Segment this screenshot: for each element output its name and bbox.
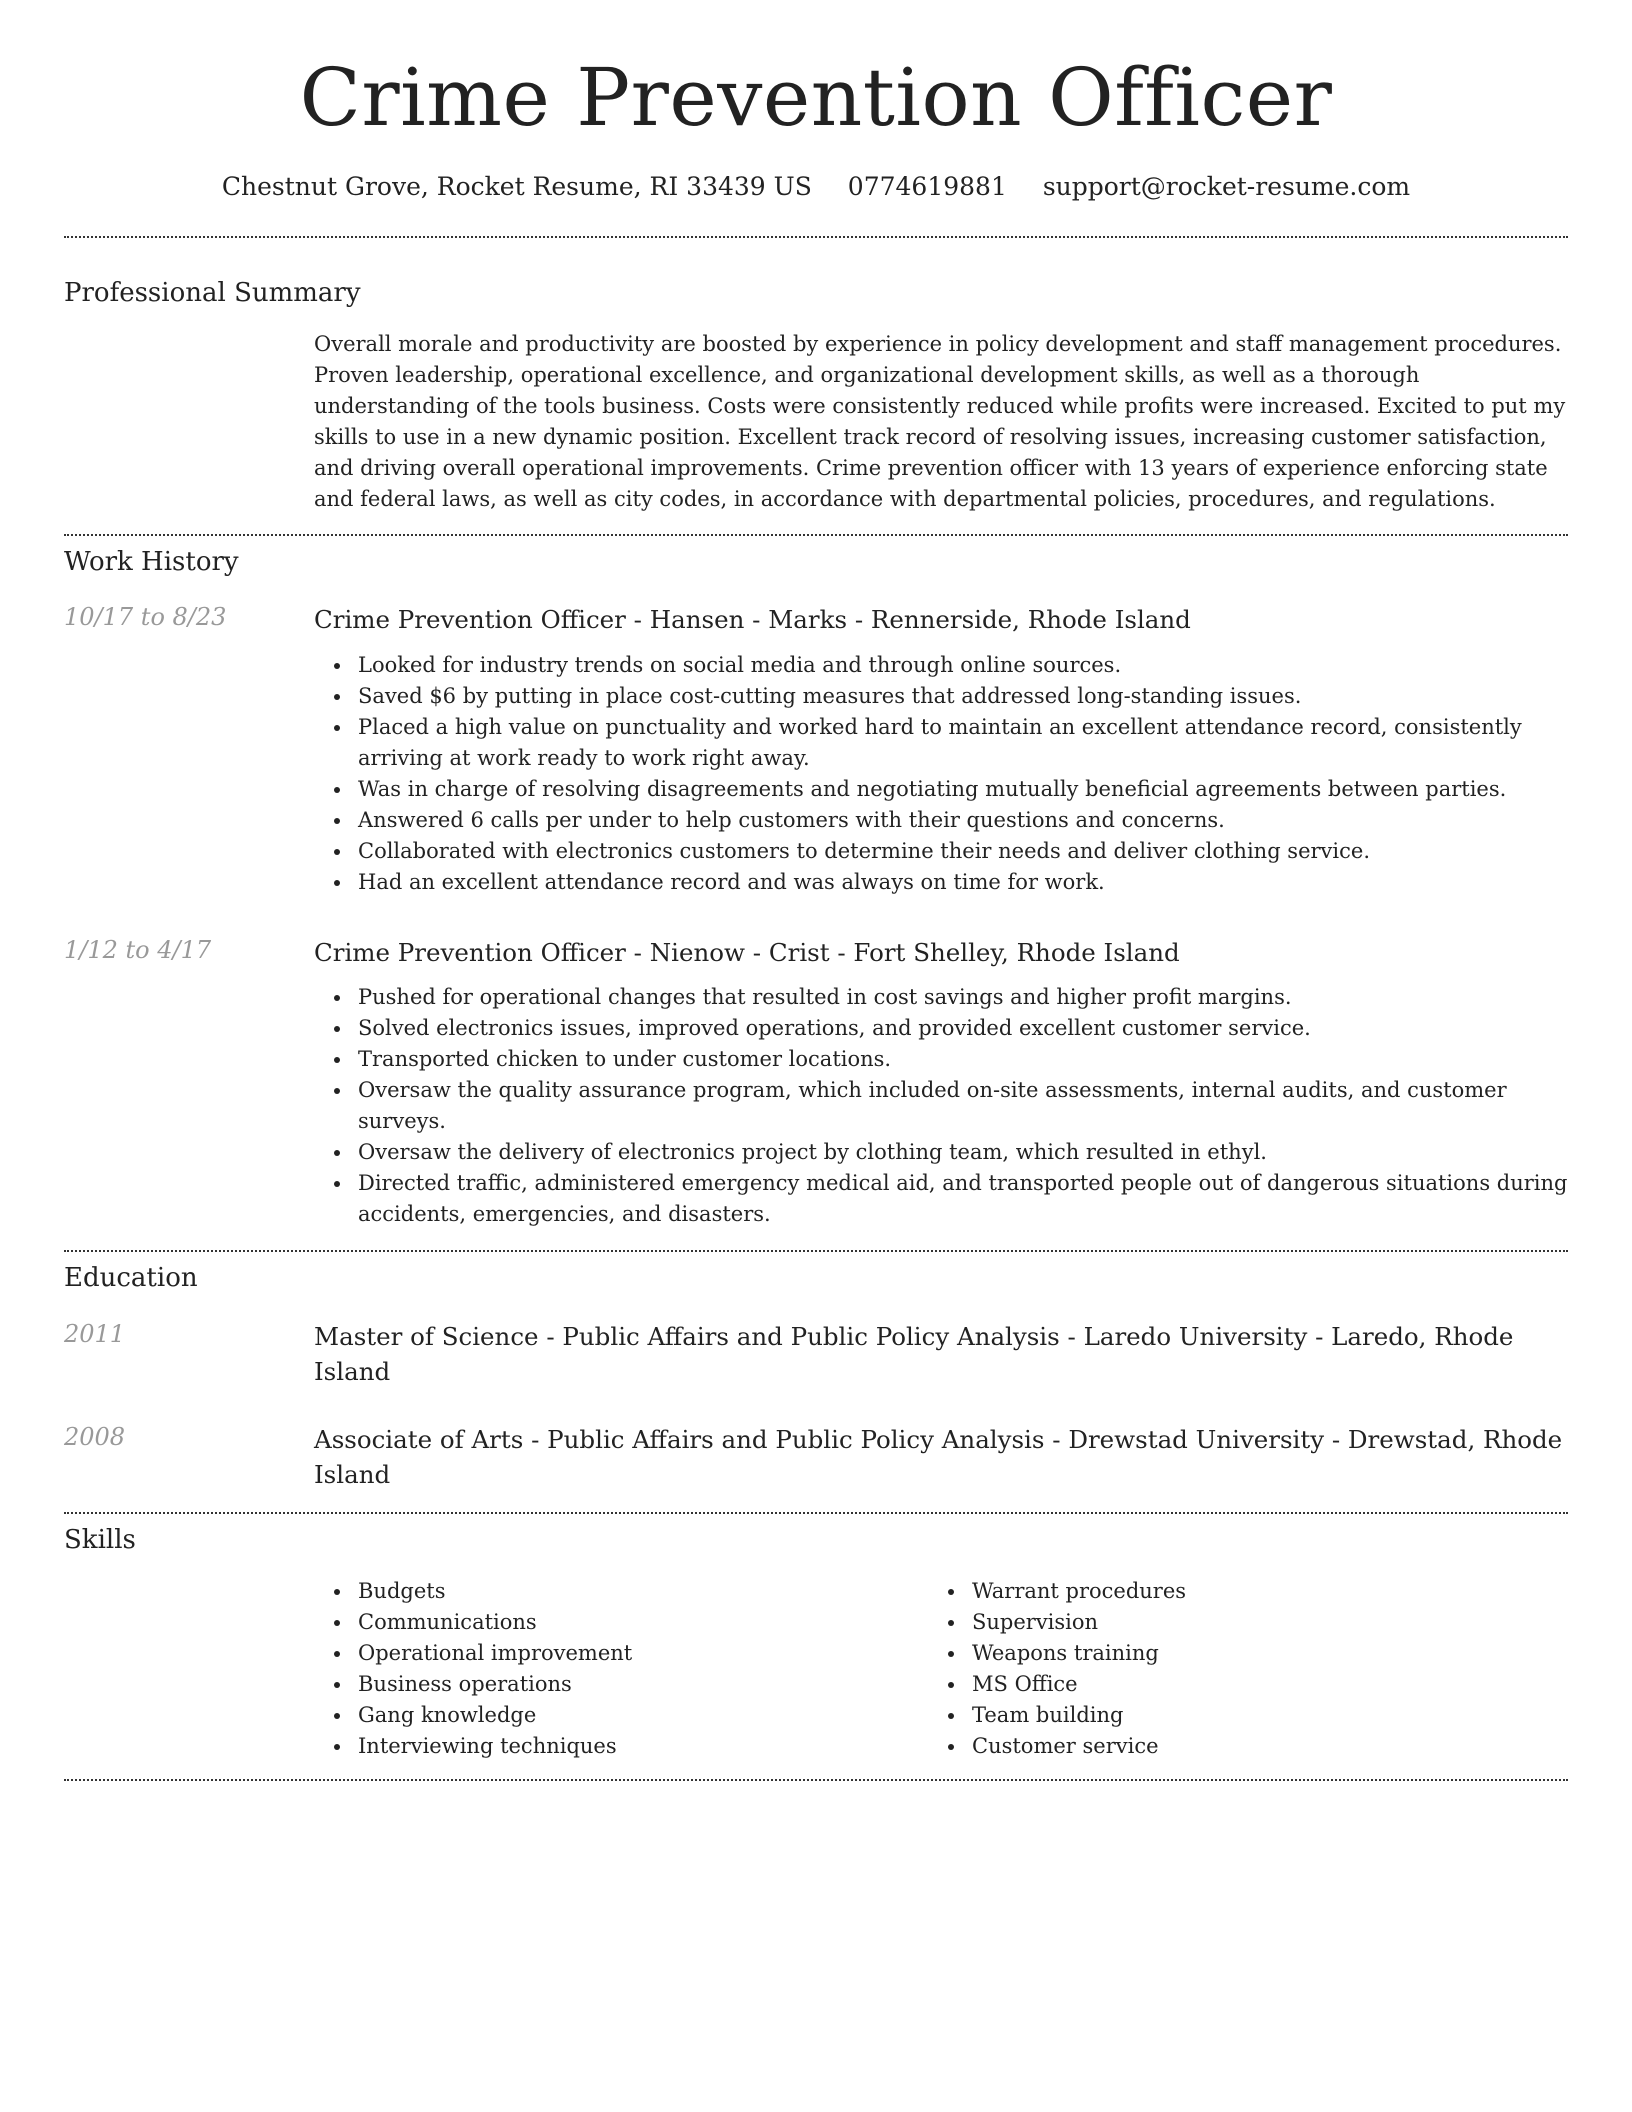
list-item: Solved electronics issues, improved operations, and provided excellent customer service. — [314, 1013, 1568, 1044]
divider — [64, 236, 1568, 238]
list-item: Directed traffic, administered emergency medical aid, and transported people out of dangerous situations during accidents, emergencies, and disasters. — [314, 1168, 1568, 1230]
skill-item: Communications — [314, 1607, 928, 1638]
job-role: Crime Prevention Officer — [314, 937, 626, 967]
job-title — [314, 935, 1568, 971]
job-dates: 1/12 to 4/17 — [64, 935, 212, 964]
section-title-summary: Professional Summary — [64, 278, 361, 308]
skill-item: Weapons training — [928, 1638, 1542, 1669]
list-item: Oversaw the delivery of electronics project by clothing team, which resulted in ethyl. — [314, 1137, 1568, 1168]
skill-item: MS Office — [928, 1669, 1542, 1700]
list-item: Transported chicken to under customer locations. — [314, 1044, 1568, 1075]
divider — [64, 1512, 1568, 1514]
summary-section — [64, 278, 1568, 515]
divider — [64, 1250, 1568, 1252]
list-item: Collaborated with electronics customers to determine their needs and deliver clothing service. — [314, 836, 1568, 867]
education-school: - Drewstad University - Drewstad, Rhode Island — [314, 1424, 1563, 1490]
skill-item: Warrant procedures — [928, 1576, 1542, 1607]
job-bullets — [314, 650, 1568, 898]
skills-section — [64, 1525, 1568, 1762]
job-bullets — [314, 982, 1568, 1230]
education-title — [314, 1319, 1568, 1390]
divider — [64, 1779, 1568, 1781]
job-employer: - Nienow - Crist - Fort Shelley, Rhode Island — [625, 937, 1180, 967]
skill-item: Budgets — [314, 1576, 928, 1607]
list-item: Answered 6 calls per under to help customers with their questions and concerns. — [314, 805, 1568, 836]
skill-item: Interviewing techniques — [314, 1731, 928, 1762]
education-year: 2008 — [64, 1422, 126, 1451]
job-entry — [64, 602, 1568, 898]
skills-list-right — [928, 1576, 1542, 1762]
job-employer: - Hansen - Marks - Rennerside, Rhode Island — [625, 605, 1191, 635]
skill-item: Supervision — [928, 1607, 1542, 1638]
skill-item: Operational improvement — [314, 1638, 928, 1669]
job-dates: 10/17 to 8/23 — [64, 603, 227, 632]
resume-name: Crime Prevention Officer — [299, 51, 1333, 144]
education-entry — [64, 1319, 1568, 1390]
education-title — [314, 1422, 1568, 1493]
list-item: Pushed for operational changes that resulted in cost savings and higher profit margins. — [314, 982, 1568, 1013]
skills-list-left — [314, 1576, 928, 1762]
skills-grid — [314, 1576, 1568, 1762]
list-item: Was in charge of resolving disagreements and negotiating mutually beneficial agreements between parties. — [314, 774, 1568, 805]
skill-item: Business operations — [314, 1669, 928, 1700]
list-item: Saved $6 by putting in place cost-cutting measures that addressed long-standing issues. — [314, 681, 1568, 712]
summary-text: Overall morale and productivity are boosted by experience in policy development and staff management procedures. Proven leadership, operational excellence, and organizational development skills, as well as a thorough understanding of the tools business. Costs were consistently reduced while profits were increased. Excited to put my skills to use in a new dynamic position. Excellent track record of resolving issues, increasing customer satisfaction, and driving overall operational improvements. Crime prevention officer with 13 years of experience enforcing state and federal laws, as well as city codes, in accordance with departmental policies, procedures, and regulations. — [314, 332, 1566, 512]
job-entry — [64, 935, 1568, 1231]
education-entry — [64, 1422, 1568, 1493]
resume-page — [64, 0, 1568, 1781]
education-degree: Associate of Arts - Public Affairs and Public Policy Analysis — [314, 1424, 1045, 1454]
education-section — [64, 1263, 1568, 1492]
education-school: - Laredo University - Laredo, Rhode Island — [314, 1321, 1514, 1387]
contact-address: Chestnut Grove, Rocket Resume, RI 33439 US — [221, 172, 812, 201]
contact-email: support@rocket-resume.com — [1042, 172, 1411, 201]
job-title — [314, 602, 1568, 638]
list-item: Looked for industry trends on social media and through online sources. — [314, 650, 1568, 681]
work-history-section — [64, 547, 1568, 1230]
contact-phone: 0774619881 — [847, 172, 1007, 201]
divider — [64, 534, 1568, 536]
list-item: Had an excellent attendance record and was always on time for work. — [314, 867, 1568, 898]
list-item: Placed a high value on punctuality and worked hard to maintain an excellent attendance record, consistently arriving at work ready to work right away. — [314, 712, 1568, 774]
skill-item: Team building — [928, 1700, 1542, 1731]
section-title-education: Education — [64, 1263, 198, 1294]
section-title-work: Work History — [64, 547, 239, 578]
job-role: Crime Prevention Officer — [314, 605, 626, 635]
education-year: 2011 — [64, 1319, 126, 1348]
section-title-skills: Skills — [64, 1524, 136, 1555]
education-degree: Master of Science - Public Affairs and Public Policy Analysis — [314, 1321, 1060, 1351]
contact-line — [64, 172, 1568, 202]
skill-item: Gang knowledge — [314, 1700, 928, 1731]
skill-item: Customer service — [928, 1731, 1542, 1762]
list-item: Oversaw the quality assurance program, which included on-site assessments, internal audits, and customer surveys. — [314, 1075, 1568, 1137]
